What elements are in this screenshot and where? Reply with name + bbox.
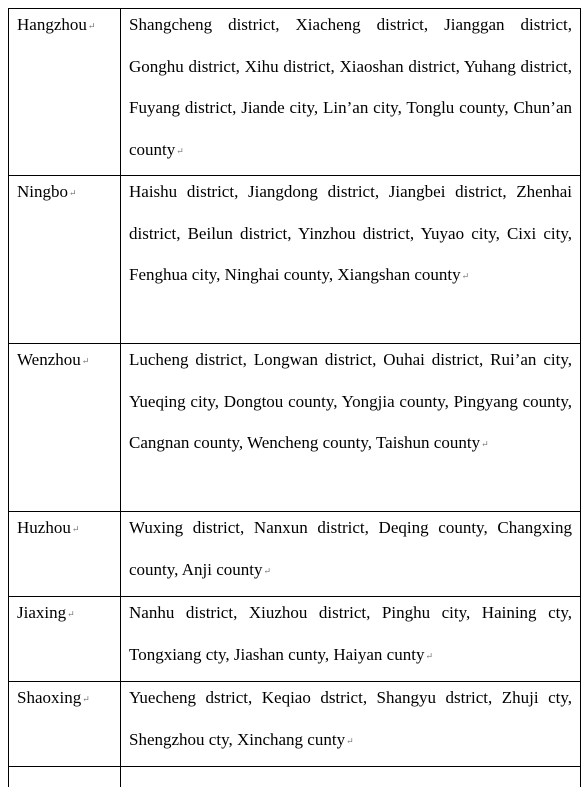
districts-text: Shangcheng district, Xiacheng district, Jianggan district, Gonghu district, Xihu district, Xiaoshan district, Yuhang district, Fuyang district, Jiande city, Lin’an city, Tonglu county, Chun’an county (129, 15, 572, 160)
table-row-partial (9, 767, 581, 787)
districts-cell (121, 597, 581, 681)
districts-text: Lucheng district, Longwan district, Ouhai district, Rui’an city, Yueqing city, Dongtou county, Yongjia county, Pingyang county, Cangnan county, Wencheng county, Taishun county (129, 350, 572, 453)
paragraph-mark-icon: ↵ (263, 565, 272, 576)
districts-cell (121, 682, 581, 766)
paragraph-mark-icon: ↵ (425, 650, 433, 661)
paragraph-mark-icon: ↵ (69, 188, 77, 198)
city-name: Huzhou (17, 518, 71, 537)
districts-cell (121, 767, 581, 787)
table-row (9, 682, 581, 767)
paragraph-mark-icon: ↵ (481, 439, 489, 450)
table-row (9, 176, 581, 344)
districts-text: Haishu district, Jiangdong district, Jiangbei district, Zhenhai district, Beilun district, Yinzhou district, Yuyao city, Cixi city, Fenghua city, Ninghai county, Xiangshan county (129, 182, 572, 285)
districts-text: Yuecheng dstrict, Keqiao dstrict, Shangyu dstrict, Zhuji cty, Shengzhou cty, Xinchang cunty (129, 688, 572, 749)
districts-cell (121, 9, 581, 175)
districts-cell (121, 512, 581, 596)
city-name: Hangzhou (17, 15, 87, 34)
paragraph-mark-icon: ↵ (176, 146, 184, 157)
paragraph-mark-icon: ↵ (461, 271, 470, 282)
city-name: Wenzhou (17, 350, 81, 369)
paragraph-mark-icon: ↵ (82, 694, 90, 704)
paragraph-mark-icon: ↵ (81, 356, 90, 366)
city-cell (9, 9, 121, 175)
city-cell (9, 512, 121, 596)
city-name: Shaoxing (17, 688, 82, 707)
city-districts-table (8, 8, 581, 787)
city-cell (9, 344, 121, 511)
city-cell (9, 597, 121, 681)
city-name: Jiaxing (17, 603, 67, 622)
table-row (9, 9, 581, 176)
table-row (9, 344, 581, 512)
districts-cell (121, 176, 581, 343)
paragraph-mark-icon: ↵ (87, 21, 96, 31)
paragraph-mark-icon: ↵ (67, 609, 75, 619)
paragraph-mark-icon: ↵ (346, 735, 354, 746)
districts-cell (121, 344, 581, 511)
city-cell (9, 767, 121, 787)
city-cell (9, 682, 121, 766)
districts-text: Wuxing district, Nanxun district, Deqing county, Changxing county, Anji county (129, 518, 572, 579)
paragraph-mark-icon: ↵ (71, 524, 80, 534)
table-row (9, 512, 581, 597)
table-row (9, 597, 581, 682)
city-cell (9, 176, 121, 343)
city-name: Ningbo (17, 182, 68, 201)
districts-text: Nanhu district, Xiuzhou district, Pinghu city, Haining cty, Tongxiang cty, Jiashan cunty, Haiyan cunty (129, 603, 572, 664)
